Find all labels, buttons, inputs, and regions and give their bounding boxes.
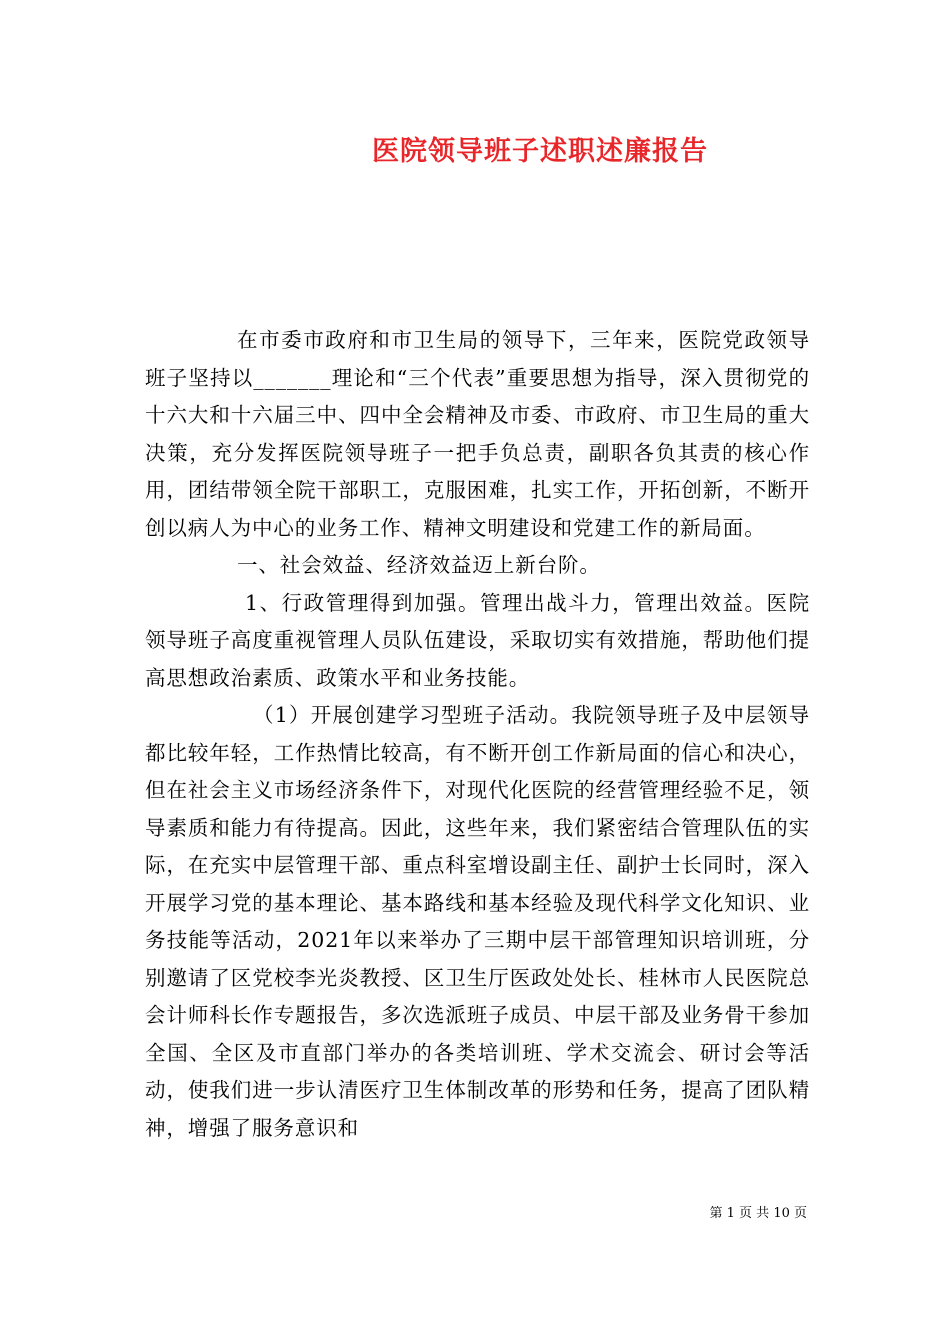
page-number-footer: 第 1 页 共 10 页 [709,1206,807,1221]
intro-paragraph: 在市委市政府和市卫生局的领导下，三年来，医院党政领导班子坚持以_______理论和“三个代表”重要思想为指导，深入贯彻党的十六大和十六届三中、四中全会精神及市委、市政府、市卫生局的重大决策，充分发挥医院领导班子一把手负总责，副职各负其责的核心作用，团结带领全院干部职工，克服困难，扎实工作，开拓创新，不断开创以病人为中心的业务工作、精神文明建设和党建工作的新局面。 [145,328,810,540]
document-title: 医院领导班子述职述廉报告 [372,136,708,167]
section-heading-1: 一、社会效益、经济效益迈上新台阶。 [237,553,601,577]
subsection-paragraph-1: 1、行政管理得到加强。管理出战斗力，管理出效益。医院领导班子高度重视管理人员队伍建设，采取切实有效措施，帮助他们提高思想政治素质、政策水平和业务技能。 [145,590,810,690]
document-body [145,322,810,1147]
item-paragraph-1: （1）开展创建学习型班子活动。我院领导班子及中层领导都比较年轻，工作热情比较高，有不断开创工作新局面的信心和决心，但在社会主义市场经济条件下，对现代化医院的经营管理经验不足，领导素质和能力有待提高。因此，这些年来，我们紧密结合管理队伍的实际，在充实中层管理干部、重点科室增设副主任、副护士长同时，深入开展学习党的基本理论、基本路线和基本经验及现代科学文化知识、业务技能等活动，2021年以来举办了三期中层干部管理知识培训班，分别邀请了区党校李光炎教授、区卫生厅医政处处长、桂林市人民医院总会计师科长作专题报告，多次选派班子成员、中层干部及业务骨干参加全国、全区及市直部门举办的各类培训班、学术交流会、研讨会等活动，使我们进一步认清医疗卫生体制改革的形势和任务，提高了团队精神，增强了服务意识和 [145,703,810,1140]
